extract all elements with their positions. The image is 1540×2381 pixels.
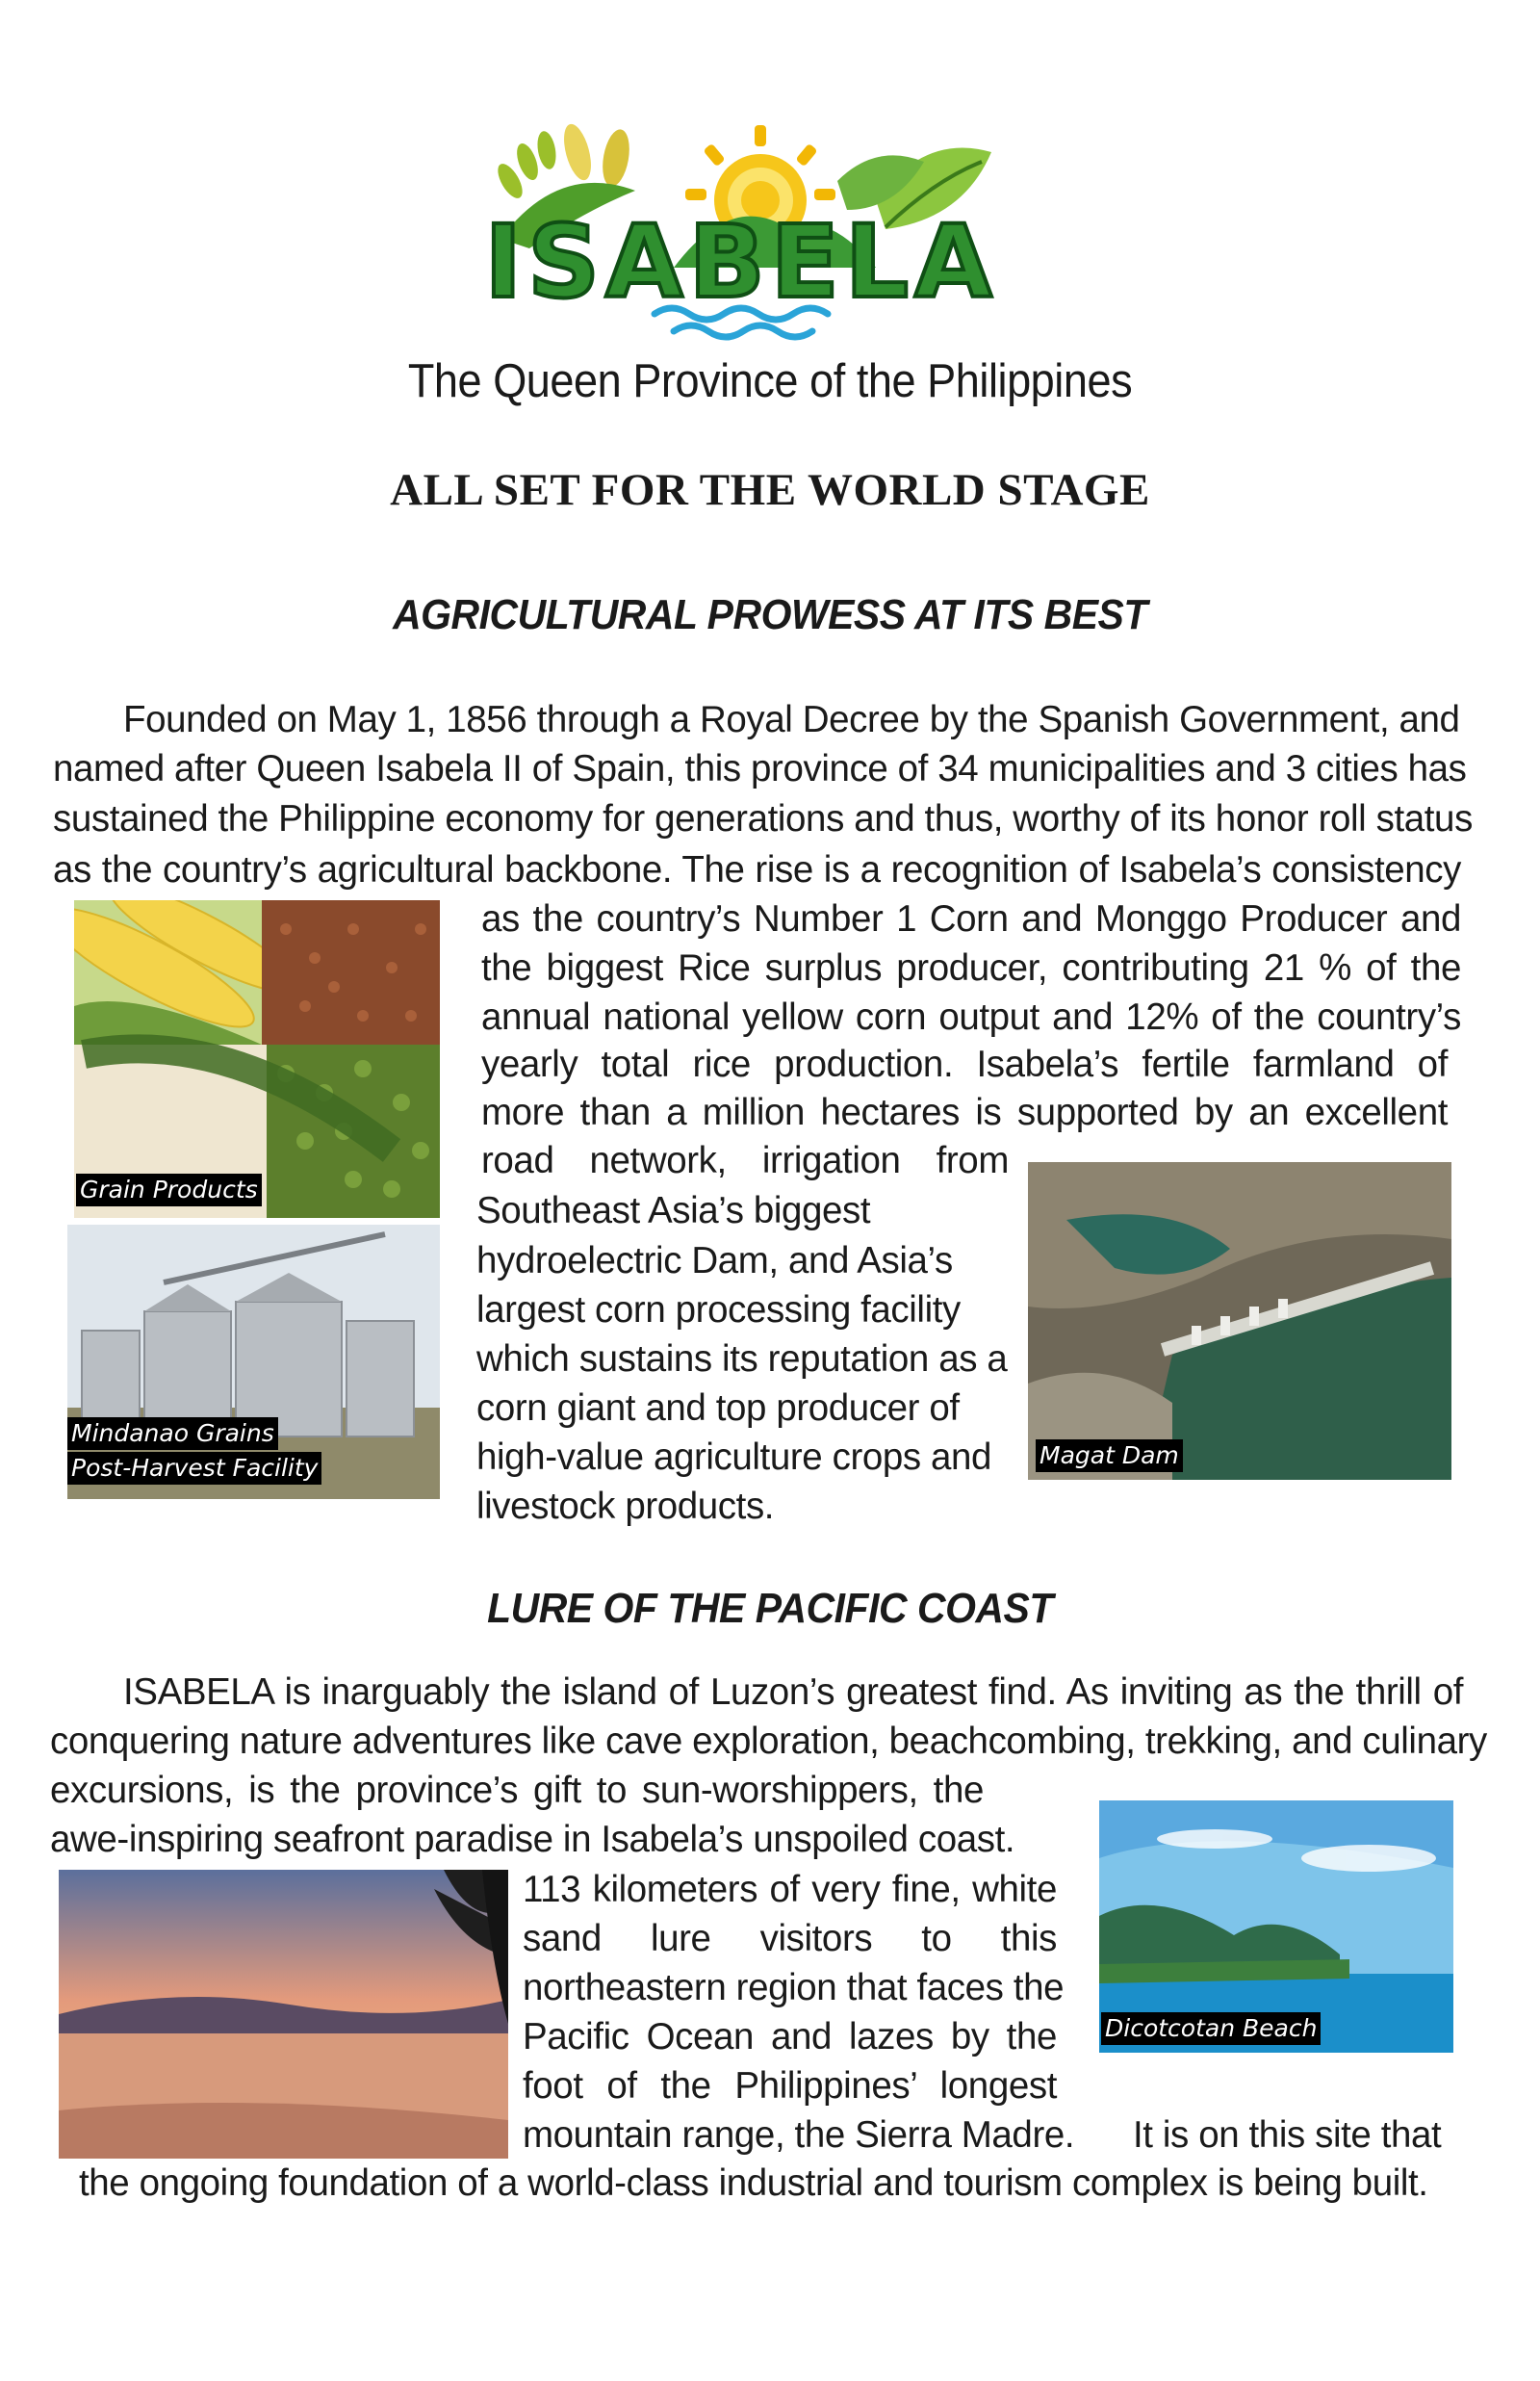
paragraph-line: ISABELA is inarguably the island of Luzon’s greatest find. As inviting as the thrill of <box>123 1671 1463 1713</box>
paragraph-line: sustained the Philippine economy for generations and thus, worthy of its honor roll status <box>53 798 1473 840</box>
isabela-logo <box>472 123 1011 347</box>
paragraph-line: named after Queen Isabela II of Spain, this province of 34 municipalities and 3 cities has <box>53 748 1467 789</box>
photo-caption: Grain Products <box>76 1174 262 1206</box>
paragraph-line: yearly total rice production. Isabela’s fertile farmland of <box>481 1044 1448 1085</box>
paragraph-line: awe-inspiring seafront paradise in Isabela’s unspoiled coast. <box>50 1819 1015 1860</box>
svg-text:ISABELA: ISABELA <box>484 203 998 321</box>
paragraph-line: more than a million hectares is supported by an excellent <box>481 1092 1448 1133</box>
paragraph-line: annual national yellow corn output and 12% of the country’s <box>481 996 1461 1038</box>
paragraph-line: 113 kilometers of very fine, white <box>523 1869 1057 1910</box>
grain-products-photo <box>74 900 440 1218</box>
paragraph-line: northeastern region that faces the <box>523 1967 1065 2008</box>
paragraph-line: the ongoing foundation of a world-class industrial and tourism complex is being built. <box>79 2162 1428 2204</box>
paragraph-line: Pacific Ocean and lazes by the <box>523 2016 1057 2057</box>
paragraph-line: Founded on May 1, 1856 through a Royal Decree by the Spanish Government, and <box>123 699 1460 740</box>
paragraph-line: which sustains its reputation as a <box>476 1338 1008 1380</box>
paragraph-line: livestock products. <box>476 1486 775 1527</box>
paragraph-line: corn giant and top producer of <box>476 1387 960 1429</box>
paragraph-line: largest corn processing facility <box>476 1289 961 1331</box>
paragraph-line: mountain range, the Sierra Madre. <box>523 2114 1075 2156</box>
paragraph-line: as the country’s Number 1 Corn and Monggo Producer and <box>481 898 1461 940</box>
section-heading-pacific-coast: LURE OF THE PACIFIC COAST <box>487 1585 1053 1632</box>
paragraph-line: as the country’s agricultural backbone. The rise is a recognition of Isabela’s consistency <box>53 849 1461 891</box>
paragraph-line: road network, irrigation from <box>481 1140 1009 1181</box>
paragraph-line: Southeast Asia’s biggest <box>476 1190 871 1231</box>
paragraph-line: conquering nature adventures like cave exploration, beachcombing, trekking, and culinary <box>50 1721 1487 1762</box>
photo-caption: Dicotcotan Beach <box>1101 2012 1321 2045</box>
paragraph-line: the biggest Rice surplus producer, contributing 21 % of the <box>481 947 1461 989</box>
paragraph-line: excursions, is the province’s gift to sun-worshippers, the <box>50 1770 984 1811</box>
photo-caption: Mindanao Grains <box>67 1417 278 1450</box>
dicotcotan-beach-photo <box>1099 1800 1453 2053</box>
paragraph-line: foot of the Philippines’ longest <box>523 2065 1057 2107</box>
silos-photo <box>67 1225 440 1499</box>
paragraph-line: high-value agriculture crops and <box>476 1436 992 1478</box>
photo-caption: Magat Dam <box>1036 1439 1183 1472</box>
paragraph-line: It is on this site that <box>1133 2114 1442 2156</box>
section-heading-agriculture: AGRICULTURAL PROWESS AT ITS BEST <box>393 591 1147 638</box>
magat-dam-photo <box>1028 1162 1451 1480</box>
photo-caption: Post-Harvest Facility <box>67 1452 321 1485</box>
paragraph-line: sand lure visitors to this <box>523 1918 1057 1959</box>
tagline: ALL SET FOR THE WORLD STAGE <box>390 465 1150 515</box>
paragraph-line: hydroelectric Dam, and Asia’s <box>476 1240 953 1281</box>
sunset-beach-photo <box>59 1870 508 2159</box>
province-subtitle: The Queen Province of the Philippines <box>407 355 1133 407</box>
